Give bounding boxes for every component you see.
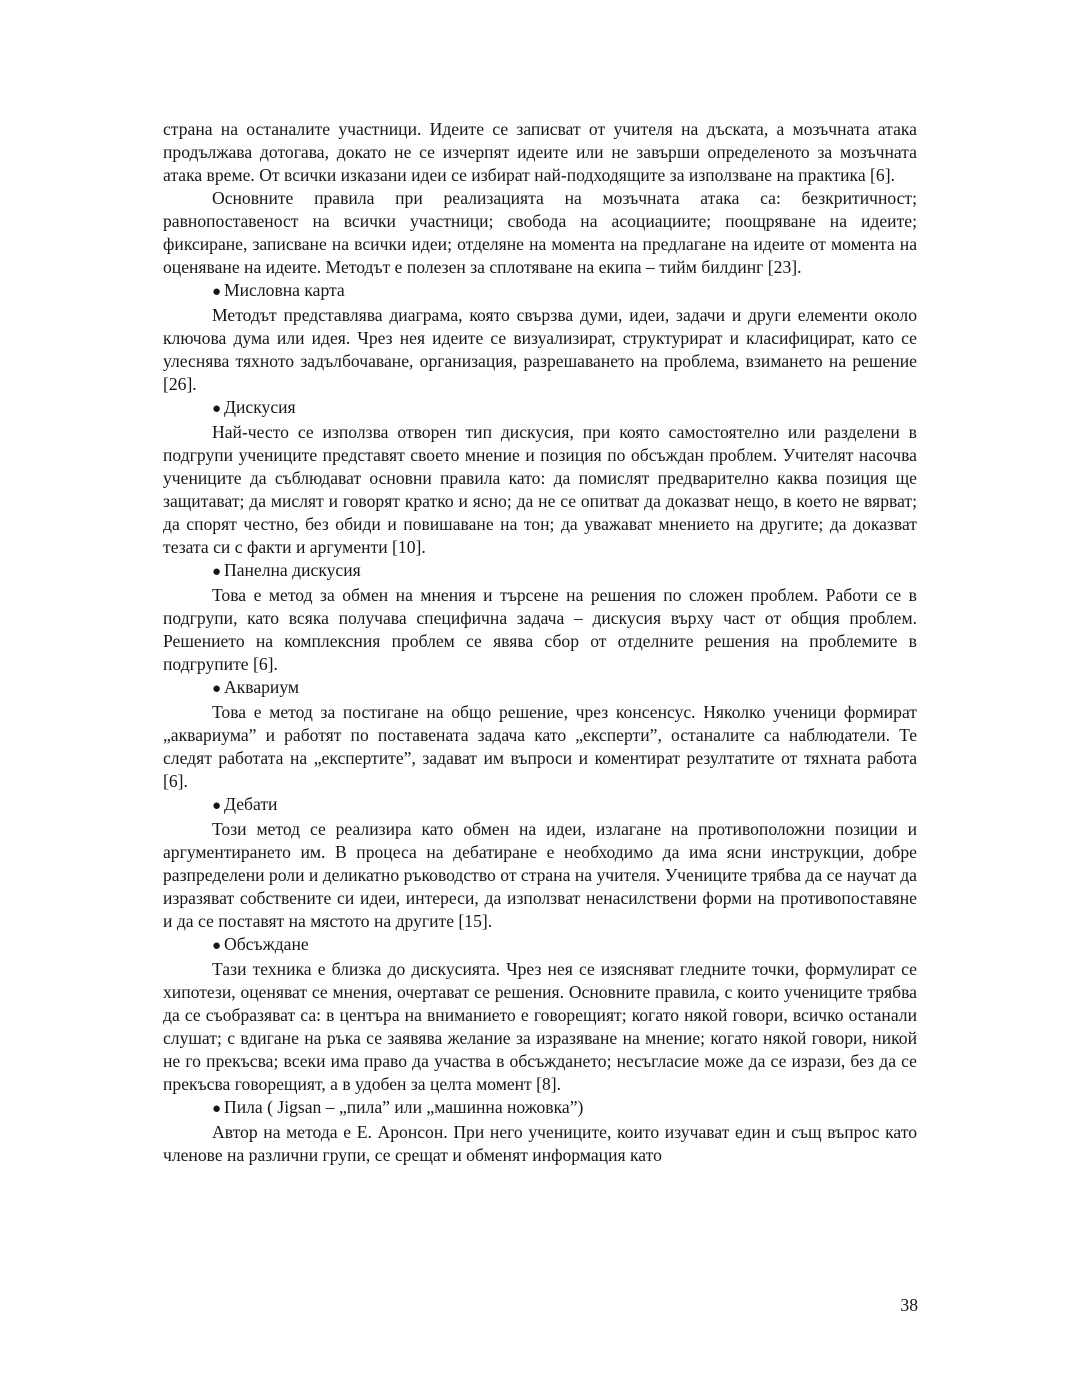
bullet-icon: ● — [212, 1101, 222, 1117]
bullet-icon: ● — [212, 401, 222, 417]
section-body-panel-discussion: Това е метод за обмен на мнения и търсене на решения по сложен проблем. Работи се в подгрупи, като всяка получава специфична задача – дискусия върху част от общия проблем. Решението на комплексния проблем се явява сбор от отделните решения на проблемите в подгрупите [6]. — [163, 585, 917, 674]
section-body-discussion: Най-често се използва отворен тип дискусия, при която самостоятелно или разделени в подгрупи учениците представят своето мнение и позиция по обсъждан проблем. Учителят насочва учениците да съблюдават основни правила като: да помислят предварително каква позиция ще защитават; да мислят и говорят кратко и ясно; да не се опитват да доказват нещо, в което не вярват; да спорят честно, без обиди и повишаване на тон; да уважават мнението на другите; да доказват тезата си с факти и аргументи [10]. — [163, 422, 917, 557]
bullet-icon: ● — [212, 798, 222, 814]
bullet-icon: ● — [212, 564, 222, 580]
section-heading-text: Мисловна карта — [224, 280, 345, 300]
section-heading-jigsaw — [163, 1096, 917, 1121]
page-number: 38 — [900, 1295, 918, 1315]
section-heading-text: Панелна дискусия — [224, 560, 361, 580]
section-heading-text: Пила ( Jigsan – „пила” или „машинна ножовка”) — [224, 1097, 584, 1117]
section-heading-text: Дискусия — [224, 397, 296, 417]
section-body-mind-map: Методът представлява диаграма, която свързва думи, идеи, задачи и други елементи около ключова дума или идея. Чрез нея идеите се визуализират, структурират и класифицират, като се улеснява тяхното задълбочаване, организация, разрешаването на проблема, взимането на решение [26]. — [163, 305, 917, 394]
section-heading-mind-map — [163, 279, 917, 304]
section-heading-deliberation — [163, 933, 917, 958]
section-heading-text: Аквариум — [224, 677, 300, 697]
section-heading-text: Дебати — [224, 794, 278, 814]
intro-paragraph: страна на останалите участници. Идеите се записват от учителя на дъската, а мозъчната атака продължава дотогава, докато не се изчерпят идеите или не завърши определеното за мозъчната атака време. От всички изказани идеи се избират най-подходящите за използване на практика [6]. — [163, 119, 917, 185]
bullet-icon: ● — [212, 284, 222, 300]
bullet-icon: ● — [212, 938, 222, 954]
section-body-deliberation: Тази техника е близка до дискусията. Чрез нея се изясняват гледните точки, формулират се хипотези, оценяват се мнения, очертават се решения. Основните правила, с които учениците трябва да се съобразяват са: в центъра на вниманието е говорещият; когато някой говори, всичко останали слушат; с вдигане на ръка се заявява желание за изразяване на мнение; когато някой говори, никой не го прекъсва; всеки има право да участва в обсъждането; несъгласие може да се изрази, без да се прекъсва говорещият, а в удобен за целта момент [8]. — [163, 959, 917, 1094]
bullet-icon: ● — [212, 681, 222, 697]
section-heading-debates — [163, 793, 917, 818]
section-heading-panel-discussion — [163, 559, 917, 584]
section-heading-discussion — [163, 396, 917, 421]
section-body-aquarium: Това е метод за постигане на общо решение, чрез консенсус. Няколко ученици формират „аквариума” и работят по поставената задача като „експерти”, останалите са наблюдатели. Те следят работата на „експертите”, задават им въпроси и коментират резултатите от тяхната работа [6]. — [163, 702, 917, 791]
document-page — [163, 118, 917, 1167]
section-heading-text: Обсъждане — [224, 934, 309, 954]
section-heading-aquarium — [163, 676, 917, 701]
section-body-debates: Този метод се реализира като обмен на идеи, излагане на противоположни позиции и аргументирането им. В процеса на дебатиране е необходимо да има ясни инструкции, добре разпределени роли и деликатно ръководство от страна на учителя. Учениците трябва да се научат да изразяват собствените си идеи, интереси, да използват ненасилствени форми на противопоставяне и да се поставят на мястото на другите [15]. — [163, 819, 917, 931]
brainstorm-rules-paragraph: Основните правила при реализацията на мозъчната атака са: безкритичност; равнопоставеност на всички участници; свобода на асоциациите; поощряване на идеите; фиксиране, записване на всички идеи; отделяне на момента на предлагане на идеите от момента на оценяване на идеите. Методът е полезен за сплотяване на екипа – тийм билдинг [23]. — [163, 188, 917, 277]
section-body-jigsaw: Автор на метода е Е. Аронсон. При него учениците, които изучават един и същ въпрос като членове на различни групи, се срещат и обменят информация като — [163, 1122, 917, 1165]
